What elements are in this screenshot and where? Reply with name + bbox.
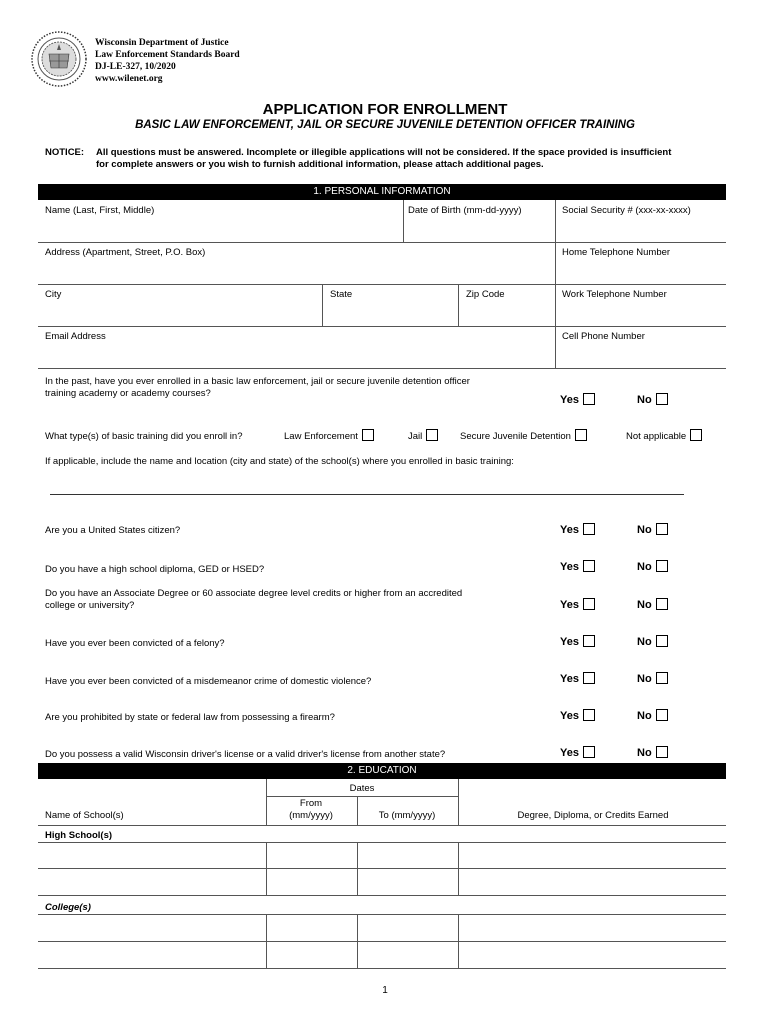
ssn-field[interactable] <box>562 220 726 240</box>
divider <box>458 779 459 825</box>
name-label: Name (Last, First, Middle) <box>45 205 155 216</box>
checkbox[interactable] <box>656 560 668 572</box>
website: www.wilenet.org <box>95 74 163 84</box>
work-phone-label: Work Telephone Number <box>562 289 667 300</box>
felony-no[interactable]: No <box>637 635 668 648</box>
divider <box>458 284 459 326</box>
divider <box>38 895 726 896</box>
checkbox[interactable] <box>583 635 595 647</box>
checkbox[interactable] <box>656 635 668 647</box>
checkbox[interactable] <box>583 746 595 758</box>
zip-label: Zip Code <box>466 289 505 300</box>
divider <box>38 868 726 869</box>
question-citizen: Are you a United States citizen? <box>45 525 181 536</box>
divider <box>266 779 267 825</box>
enrolled-question: In the past, have you ever enrolled in a basic law enforcement, jail or secure juvenile detention officer training academy or academy courses? <box>45 376 470 399</box>
diploma-yes[interactable]: Yes <box>560 560 595 573</box>
checkbox[interactable] <box>656 746 668 758</box>
training-law-enforcement[interactable]: Law Enforcement <box>284 429 374 442</box>
divider <box>38 242 726 243</box>
checkbox[interactable] <box>583 598 595 610</box>
college-to-1[interactable] <box>361 918 459 938</box>
high-school-to-1[interactable] <box>361 846 459 866</box>
divider <box>38 284 726 285</box>
checkbox[interactable] <box>583 709 595 721</box>
citizen-no[interactable]: No <box>637 523 668 536</box>
divider <box>38 914 726 915</box>
section-education-header: 2. EDUCATION <box>38 763 726 779</box>
checkbox[interactable] <box>690 429 702 441</box>
checkbox[interactable] <box>583 672 595 684</box>
license-no[interactable]: No <box>637 746 668 759</box>
question-diploma: Do you have a high school diploma, GED or HSED? <box>45 564 265 575</box>
from-header: From (mm/yyyy) <box>289 798 333 821</box>
divider <box>38 368 726 369</box>
school-name-header: Name of School(s) <box>45 810 124 821</box>
checkbox[interactable] <box>426 429 438 441</box>
zip-field[interactable] <box>466 304 554 324</box>
school-field[interactable] <box>50 477 684 495</box>
question-felony: Have you ever been convicted of a felony? <box>45 638 225 649</box>
work-phone-field[interactable] <box>562 304 726 324</box>
college-label: College(s) <box>45 902 91 913</box>
divider <box>38 825 726 826</box>
home-phone-field[interactable] <box>562 262 726 282</box>
divider <box>322 284 323 326</box>
high-school-from-1[interactable] <box>270 846 358 866</box>
state-field[interactable] <box>330 304 454 324</box>
notice-label: NOTICE: <box>45 147 85 158</box>
checkbox[interactable] <box>575 429 587 441</box>
question-firearm: Are you prohibited by state or federal law from possessing a firearm? <box>45 712 335 723</box>
high-school-name-2[interactable] <box>42 873 266 893</box>
college-degree-1[interactable] <box>462 918 726 938</box>
checkbox[interactable] <box>656 523 668 535</box>
ssn-label: Social Security # (xxx-xx-xxxx) <box>562 205 691 216</box>
high-school-to-2[interactable] <box>361 873 459 893</box>
enrolled-yes[interactable]: Yes <box>560 393 595 406</box>
name-field[interactable] <box>45 220 399 240</box>
page-number: 1 <box>382 985 388 996</box>
checkbox[interactable] <box>656 393 668 405</box>
address-label: Address (Apartment, Street, P.O. Box) <box>45 247 206 258</box>
firearm-no[interactable]: No <box>637 709 668 722</box>
divider <box>266 842 267 895</box>
divider <box>38 842 726 843</box>
college-from-1[interactable] <box>270 918 358 938</box>
email-label: Email Address <box>45 331 106 342</box>
checkbox[interactable] <box>656 598 668 610</box>
form-id: DJ-LE-327, 10/2020 <box>95 62 176 72</box>
notice-line2: for complete answers or you wish to furnish additional information, please attach additional pages. <box>96 159 544 170</box>
degree-header: Degree, Diploma, or Credits Earned <box>517 810 669 821</box>
dates-header: Dates <box>349 783 375 794</box>
divider <box>266 914 267 968</box>
state-label: State <box>330 289 353 300</box>
city-label: City <box>45 289 62 300</box>
citizen-yes[interactable]: Yes <box>560 523 595 536</box>
divider <box>38 326 726 327</box>
training-not-applicable[interactable]: Not applicable <box>626 429 702 442</box>
high-school-label: High School(s) <box>45 830 113 841</box>
city-field[interactable] <box>45 304 319 324</box>
school-answer-line <box>50 494 684 495</box>
college-name-2[interactable] <box>42 945 266 965</box>
college-from-2[interactable] <box>270 945 358 965</box>
high-school-degree-1[interactable] <box>462 846 726 866</box>
checkbox[interactable] <box>656 672 668 684</box>
page-title: APPLICATION FOR ENROLLMENT <box>262 101 508 118</box>
high-school-from-2[interactable] <box>270 873 358 893</box>
felony-yes[interactable]: Yes <box>560 635 595 648</box>
college-name-1[interactable] <box>42 918 266 938</box>
diploma-no[interactable]: No <box>637 560 668 573</box>
firearm-yes[interactable]: Yes <box>560 709 595 722</box>
dob-label: Date of Birth (mm-dd-yyyy) <box>408 205 522 216</box>
domestic-violence-no[interactable]: No <box>637 672 668 685</box>
checkbox[interactable] <box>656 709 668 721</box>
high-school-degree-2[interactable] <box>462 873 726 893</box>
checkbox[interactable] <box>583 560 595 572</box>
email-field[interactable] <box>45 346 549 366</box>
address-field[interactable] <box>45 262 549 282</box>
question-domestic-violence: Have you ever been convicted of a misdemeanor crime of domestic violence? <box>45 676 372 687</box>
cell-phone-field[interactable] <box>562 346 726 366</box>
training-type-question: What type(s) of basic training did you enroll in? <box>45 431 243 442</box>
wisconsin-doj-seal <box>30 30 88 88</box>
high-school-name-1[interactable] <box>42 846 266 866</box>
board-name: Law Enforcement Standards Board <box>95 50 240 60</box>
divider <box>38 968 726 969</box>
checkbox[interactable] <box>583 523 595 535</box>
license-yes[interactable]: Yes <box>560 746 595 759</box>
notice-line1: All questions must be answered. Incomplete or illegible applications will not be considered. If the space provided is insufficient <box>96 147 672 158</box>
training-secure-juvenile[interactable]: Secure Juvenile Detention <box>460 429 587 442</box>
training-jail[interactable]: Jail <box>408 429 438 442</box>
college-to-2[interactable] <box>361 945 459 965</box>
question-drivers-license: Do you possess a valid Wisconsin driver's license or a valid driver's license from another state? <box>45 749 446 760</box>
question-associate-degree: Do you have an Associate Degree or 60 associate degree level credits or higher from an accredited college or university? <box>45 588 463 611</box>
cell-phone-label: Cell Phone Number <box>562 331 645 342</box>
agency-name: Wisconsin Department of Justice <box>95 38 229 48</box>
divider <box>266 796 458 797</box>
divider <box>357 796 358 825</box>
checkbox[interactable] <box>583 393 595 405</box>
divider <box>38 941 726 942</box>
checkbox[interactable] <box>362 429 374 441</box>
section-personal-information-header: 1. PERSONAL INFORMATION <box>38 184 726 200</box>
school-question: If applicable, include the name and location (city and state) of the school(s) where you enrolled in basic training: <box>45 456 514 467</box>
to-header: To (mm/yyyy) <box>378 810 436 821</box>
divider <box>403 200 404 242</box>
degree-yes[interactable]: Yes <box>560 598 595 611</box>
dob-field[interactable] <box>408 220 552 240</box>
degree-no[interactable]: No <box>637 598 668 611</box>
college-degree-2[interactable] <box>462 945 726 965</box>
domestic-violence-yes[interactable]: Yes <box>560 672 595 685</box>
enrolled-no[interactable]: No <box>637 393 668 406</box>
page-subtitle: BASIC LAW ENFORCEMENT, JAIL OR SECURE JUVENILE DETENTION OFFICER TRAINING <box>135 119 635 131</box>
home-phone-label: Home Telephone Number <box>562 247 671 258</box>
